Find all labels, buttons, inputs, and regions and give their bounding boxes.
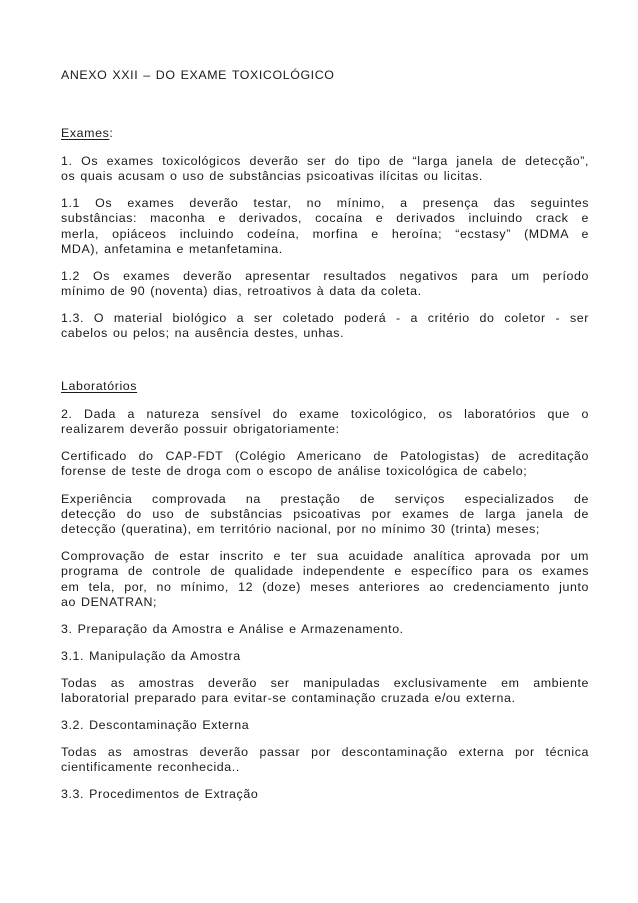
laboratorios-heading: [61, 378, 589, 394]
comp-line-4: ao DENATRAN;: [61, 595, 158, 609]
exp-line-1: Experiência comprovada na prestação de serviços especializados de: [61, 492, 589, 506]
exames-heading-colon: :: [109, 126, 114, 140]
para-1-3-line-1: 1.3. O material biológico a ser coletado poderá - a critério do coletor - ser: [61, 311, 589, 325]
section-3-3-heading: 3.3. Procedimentos de Extração: [61, 787, 259, 801]
para-1-1-line-2: substâncias: maconha e derivados, cocaína e derivados incluindo crack e: [61, 211, 589, 225]
para-1-line-2: os quais acusam o uso de substâncias psicoativas ilícitas ou licitas.: [61, 169, 483, 183]
para-3-1-line-2: laboratorial preparado para evitar-se contaminação cruzada e/ou externa.: [61, 691, 516, 705]
para-3-1-line-1: Todas as amostras deverão ser manipuladas exclusivamente em ambiente: [61, 676, 589, 690]
para-3-2-line-2: cientificamente reconhecida..: [61, 760, 240, 774]
cert-line-1: Certificado do CAP-FDT (Colégio Americano de Patologistas) de acreditação: [61, 449, 589, 463]
section-3-2-heading: 3.2. Descontaminação Externa: [61, 718, 250, 732]
para-2-line-2: realizarem deverão possuir obrigatoriamente:: [61, 422, 340, 436]
cert-line-2: forense de teste de droga com o escopo de análise toxicológica de cabelo;: [61, 464, 528, 478]
annex-title: ANEXO XXII – DO EXAME TOXICOLÓGICO: [61, 68, 335, 82]
exames-heading-text: Exames: [61, 126, 110, 140]
para-1-1-line-3: merla, opiáceos incluindo codeína, morfina e heroína; “ecstasy” (MDMA e: [61, 227, 589, 241]
para-1-1-line-4: MDA), anfetamina e metanfetamina.: [61, 242, 283, 256]
para-3-2-line-1: Todas as amostras deverão passar por descontaminação externa por técnica: [61, 745, 589, 759]
section-3-heading: 3. Preparação da Amostra e Análise e Armazenamento.: [61, 622, 404, 636]
laboratorios-heading-text: Laboratórios: [61, 379, 138, 393]
exp-line-2: detecção do uso de substâncias psicoativas por exames de larga janela de: [61, 507, 589, 521]
para-1-line-1: 1. Os exames toxicológicos deverão ser do tipo de “larga janela de detecção”,: [61, 154, 589, 168]
comp-line-1: Comprovação de estar inscrito e ter sua acuidade analítica aprovada por um: [61, 549, 589, 563]
exp-line-3: detecção (queratina), em território nacional, por no mínimo 30 (trinta) meses;: [61, 522, 540, 536]
section-3-1-heading: 3.1. Manipulação da Amostra: [61, 649, 241, 663]
para-1-3-line-2: cabelos ou pelos; na ausência destes, unhas.: [61, 326, 345, 340]
para-2-line-1: 2. Dada a natureza sensível do exame toxicológico, os laboratórios que o: [61, 407, 589, 421]
comp-line-2: programa de controle de qualidade independente e específico para os exames: [61, 564, 589, 578]
para-1-2-line-2: mínimo de 90 (noventa) dias, retroativos à data da coleta.: [61, 284, 422, 298]
para-1-1-line-1: 1.1 Os exames deverão testar, no mínimo, a presença das seguintes: [61, 196, 589, 210]
exames-heading: [61, 125, 589, 141]
comp-line-3: em tela, por, no mínimo, 12 (doze) meses anteriores ao credenciamento junto: [61, 580, 589, 594]
para-1-2-line-1: 1.2 Os exames deverão apresentar resultados negativos para um período: [61, 269, 589, 283]
